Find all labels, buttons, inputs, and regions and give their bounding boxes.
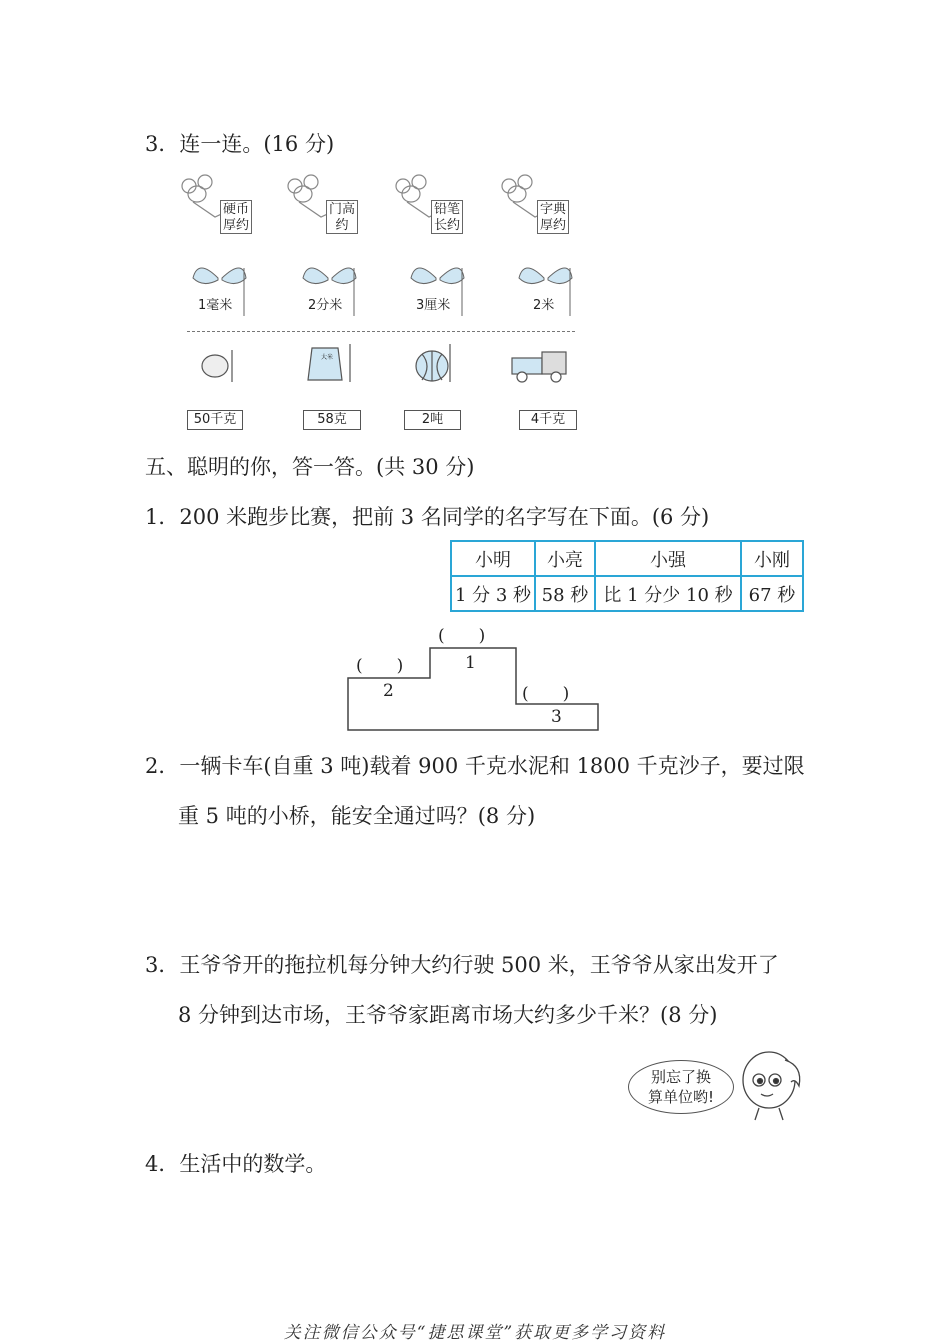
time-cell: 比 1 分少 10 秒 xyxy=(595,576,741,611)
name-cell: 小刚 xyxy=(741,541,803,576)
table-row xyxy=(451,576,803,611)
tip-line2: 算单位哟! xyxy=(647,1088,714,1106)
tag-door: 门高约 xyxy=(326,200,358,234)
unit-3cm: 3厘米 xyxy=(415,294,451,313)
time-cell: 67 秒 xyxy=(741,576,803,611)
q4-title: 4．生活中的数学。 xyxy=(145,1152,327,1176)
coin-icon xyxy=(202,355,228,377)
podium-blank-1[interactable]: ( ) xyxy=(438,626,486,646)
tag-pencil: 铅笔长约 xyxy=(431,200,463,234)
table-row xyxy=(451,541,803,576)
section5-title: 五、聪明的你，答一答。(共 30 分) xyxy=(145,455,475,479)
weight-4kg: 4千克 xyxy=(519,410,577,430)
q2-line2: 重 5 吨的小桥，能安全通过吗？(8 分) xyxy=(178,804,536,828)
tip-line1: 别忘了换 xyxy=(650,1068,711,1086)
weight-50kg: 50千克 xyxy=(187,410,243,430)
podium-blank-3[interactable]: ( ) xyxy=(522,684,570,704)
q1-title: 1．200 米跑步比赛，把前 3 名同学的名字写在下面。(6 分) xyxy=(145,505,710,529)
cartoon-character-icon xyxy=(735,1046,807,1124)
truck-icon xyxy=(512,358,542,374)
unit-1mm: 1毫米 xyxy=(197,294,233,313)
rank-3-label: 3 xyxy=(551,707,562,727)
podium-blank-2[interactable]: ( ) xyxy=(356,656,404,676)
weight-58g: 58克 xyxy=(303,410,361,430)
race-results-table xyxy=(450,540,804,612)
footer-note: 关注微信公众号“捷思课堂”获取更多学习资料 xyxy=(283,1323,667,1343)
dashed-divider xyxy=(187,331,575,332)
unit-2m: 2米 xyxy=(532,294,555,313)
rank-2-label: 2 xyxy=(383,681,394,701)
q2-line1: 2．一辆卡车(自重 3 吨)载着 900 千克水泥和 1800 千克沙子，要过限 xyxy=(145,754,805,778)
unit-2dm: 2分米 xyxy=(307,294,343,313)
rank-1-label: 1 xyxy=(465,653,476,673)
time-cell: 1 分 3 秒 xyxy=(451,576,535,611)
tag-coin: 硬币厚约 xyxy=(220,200,252,234)
name-cell: 小明 xyxy=(451,541,535,576)
rice-bag-label: 大米 xyxy=(321,354,334,361)
q3-line1: 3．王爷爷开的拖拉机每分钟大约行驶 500 米，王爷爷从家出发开了 xyxy=(145,953,779,977)
weight-2t: 2吨 xyxy=(404,410,461,430)
name-cell: 小亮 xyxy=(535,541,595,576)
butterfly-icons xyxy=(188,258,588,320)
object-icons xyxy=(190,340,590,388)
time-cell: 58 秒 xyxy=(535,576,595,611)
q3-connect-title: 3．连一连。(16 分) xyxy=(145,132,335,156)
q3-line2: 8 分钟到达市场，王爷爷家距离市场大约多少千米？(8 分) xyxy=(178,1003,718,1027)
tag-dictionary: 字典厚约 xyxy=(537,200,569,234)
name-cell: 小强 xyxy=(595,541,741,576)
tip-bubble xyxy=(628,1060,734,1114)
